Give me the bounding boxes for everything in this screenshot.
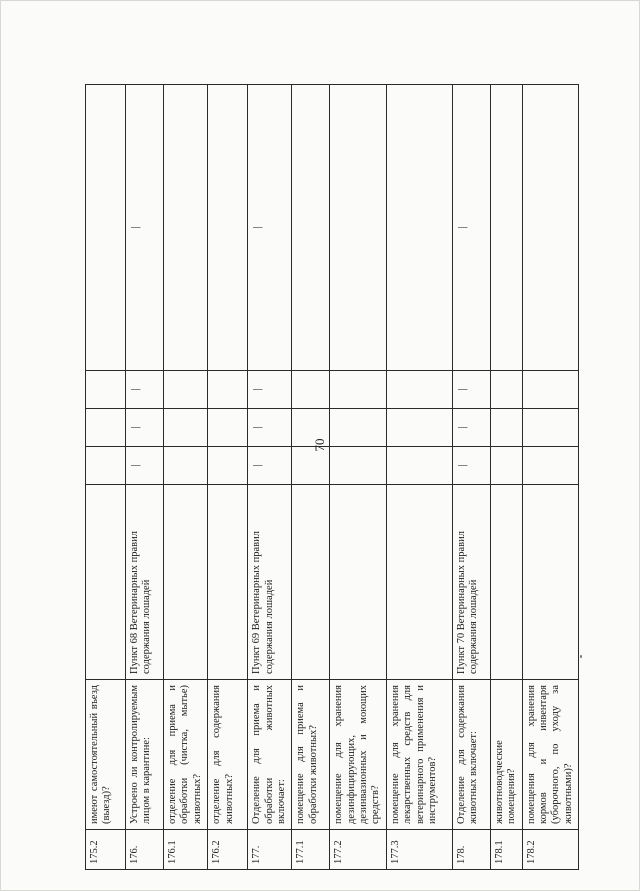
answer-no-cell: |: [452, 409, 490, 447]
table-row: [330, 85, 387, 870]
notes-cell: [292, 85, 330, 371]
answer-na-cell: [386, 371, 452, 409]
notes-cell: [208, 85, 248, 371]
row-question: животноводческие помещения?: [490, 680, 522, 830]
answer-no-cell: [292, 409, 330, 447]
notes-cell: |: [126, 85, 164, 371]
notes-cell: [86, 85, 126, 371]
answer-yes-cell: [164, 447, 208, 485]
row-reference: [292, 485, 330, 680]
answer-na-cell: [330, 371, 387, 409]
answer-yes-cell: |: [452, 447, 490, 485]
row-question: отделение для приема и обработки (чистка, мытье) животных?: [164, 680, 208, 830]
table-row: [208, 85, 248, 870]
notes-cell: [386, 85, 452, 371]
row-reference: Пункт 68 Ветеринарных правил содержания лошадей: [126, 485, 164, 680]
row-number: 176.: [126, 830, 164, 870]
table-row: [248, 85, 292, 870]
notes-cell: [164, 85, 208, 371]
row-number: 177.2: [330, 830, 387, 870]
checklist-table: [85, 84, 579, 870]
table-row: [292, 85, 330, 870]
row-reference: Пункт 69 Ветеринарных правил содержания лошадей: [248, 485, 292, 680]
table-row: [522, 85, 579, 870]
row-number: 175.2: [86, 830, 126, 870]
row-number: 177.1: [292, 830, 330, 870]
row-question: Отделение для содержания животных включает:: [452, 680, 490, 830]
notes-cell: |: [452, 85, 490, 371]
answer-no-cell: [522, 409, 579, 447]
row-number: 178.2: [522, 830, 579, 870]
answer-yes-cell: [386, 447, 452, 485]
row-reference: [86, 485, 126, 680]
row-question: Устроено ли контролируемым лицом в карантине:: [126, 680, 164, 830]
row-reference: [522, 485, 579, 680]
notes-cell: [490, 85, 522, 371]
notes-cell: |: [248, 85, 292, 371]
answer-no-cell: [490, 409, 522, 447]
answer-yes-cell: [208, 447, 248, 485]
row-reference: Пункт 70 Ветеринарных правил содержания лошадей: [452, 485, 490, 680]
row-reference: [208, 485, 248, 680]
row-reference: [386, 485, 452, 680]
table-row: [490, 85, 522, 870]
notes-cell: [330, 85, 387, 371]
answer-no-cell: [86, 409, 126, 447]
row-question: помещение для хранения дезинфицирующих, дезинвазионных и моющих средств?: [330, 680, 387, 830]
answer-na-cell: [522, 371, 579, 409]
table-row: [452, 85, 490, 870]
answer-na-cell: |: [248, 371, 292, 409]
row-question: помещения для хранения кормов и инвентаря (уборочного, по уходу за животными)?: [522, 680, 579, 830]
answer-yes-cell: [86, 447, 126, 485]
answer-no-cell: [386, 409, 452, 447]
row-question: отделение для содержания животных?: [208, 680, 248, 830]
answer-yes-cell: [330, 447, 387, 485]
row-question: Отделение для приема и обработки животных включает:: [248, 680, 292, 830]
notes-cell: [522, 85, 579, 371]
row-reference: [490, 485, 522, 680]
answer-yes-cell: [490, 447, 522, 485]
answer-na-cell: [86, 371, 126, 409]
table-row: [164, 85, 208, 870]
page-number: 70: [312, 438, 327, 452]
row-number: 177.3: [386, 830, 452, 870]
answer-na-cell: |: [126, 371, 164, 409]
checklist-rows: [86, 85, 579, 870]
table-row: [86, 85, 126, 870]
row-number: 178.: [452, 830, 490, 870]
answer-no-cell: [330, 409, 387, 447]
answer-na-cell: [164, 371, 208, 409]
answer-no-cell: [208, 409, 248, 447]
answer-na-cell: |: [452, 371, 490, 409]
answer-na-cell: [292, 371, 330, 409]
answer-yes-cell: [522, 447, 579, 485]
row-question: имеют самостоятельный въезд (выезд)?: [86, 680, 126, 830]
answer-yes-cell: [292, 447, 330, 485]
answer-no-cell: |: [248, 409, 292, 447]
answer-yes-cell: |: [126, 447, 164, 485]
row-number: 177.: [248, 830, 292, 870]
row-number: 176.2: [208, 830, 248, 870]
rotated-table-wrapper: [85, 85, 574, 870]
row-number: 178.1: [490, 830, 522, 870]
row-question: помещение для хранения лекарственных средств для ветеринарного применения и инструментов?: [386, 680, 452, 830]
row-number: 176.1: [164, 830, 208, 870]
scan-speck: [580, 655, 582, 658]
row-reference: [164, 485, 208, 680]
answer-na-cell: [208, 371, 248, 409]
answer-na-cell: [490, 371, 522, 409]
answer-no-cell: [164, 409, 208, 447]
row-reference: [330, 485, 387, 680]
answer-no-cell: |: [126, 409, 164, 447]
table-row: [386, 85, 452, 870]
table-row: [126, 85, 164, 870]
row-question: помещение для приема и обработки животных?: [292, 680, 330, 830]
answer-yes-cell: |: [248, 447, 292, 485]
